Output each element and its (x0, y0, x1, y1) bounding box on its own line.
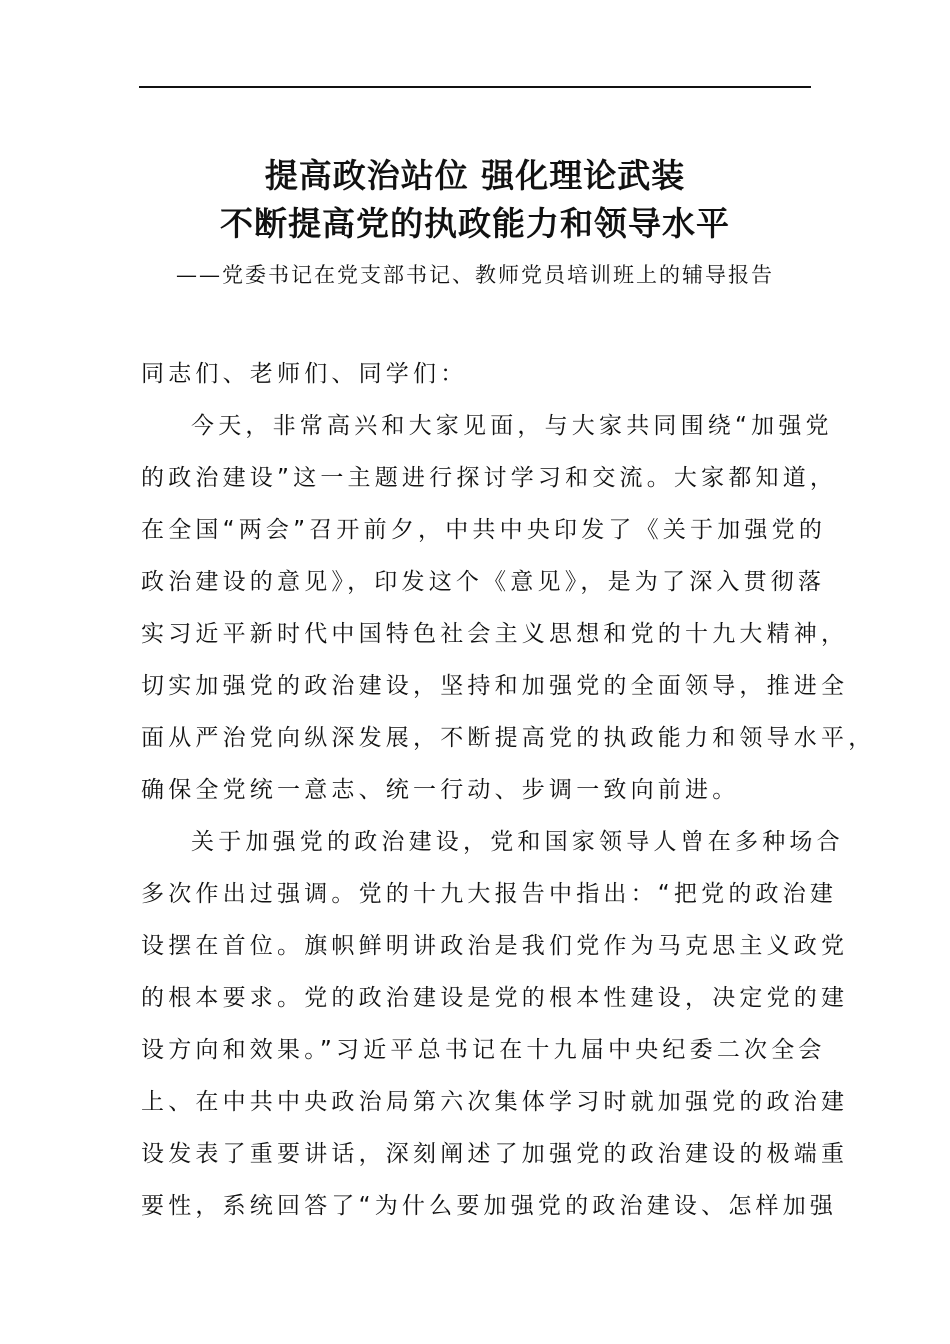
paragraph-line: 确保全党统一意志、统一行动、步调一致向前进。 (141, 777, 740, 803)
title-line-2: 不断提高党的执政能力和领导水平 (220, 204, 730, 243)
paragraph-line: 多次作出过强调。党的十九大报告中指出：“把党的政治建 (141, 881, 838, 907)
paragraph-line: 关于加强党的政治建设，党和国家领导人曾在多种场合 (191, 829, 844, 855)
paragraph-line: 要性，系统回答了“为什么要加强党的政治建设、怎样加强 (141, 1193, 838, 1219)
paragraph-line: 设方向和效果。”习近平总书记在十九届中央纪委二次全会 (141, 1037, 826, 1063)
subtitle: ——党委书记在党支部书记、教师党员培训班上的辅导报告 (176, 263, 774, 287)
paragraph-line: 设发表了重要讲话，深刻阐述了加强党的政治建设的极端重 (141, 1141, 849, 1167)
header-rule (139, 86, 811, 88)
paragraph-line: 政治建设的意见》，印发这个《意见》，是为了深入贯彻落 (141, 569, 826, 595)
paragraph-line: 上、在中共中央政治局第六次集体学习时就加强党的政治建 (141, 1089, 849, 1115)
salutation: 同志们、老师们、同学们： (141, 361, 468, 387)
paragraph-line: 的根本要求。党的政治建设是党的根本性建设，决定党的建 (141, 985, 849, 1011)
paragraph-line: 切实加强党的政治建设，坚持和加强党的全面领导，推进全 (141, 673, 849, 699)
title-line-1: 提高政治站位 强化理论武装 (264, 156, 686, 195)
paragraph-line: 实习近平新时代中国特色社会主义思想和党的十九大精神， (141, 621, 849, 647)
body-text (141, 348, 876, 1232)
paragraph-line: 今天，非常高兴和大家见面，与大家共同围绕“加强党 (191, 413, 833, 439)
paragraph-line: 在全国“两会”召开前夕，中共中央印发了《关于加强党的 (141, 517, 827, 543)
paragraph-line: 面从严治党向纵深发展，不断提高党的执政能力和领导水平， (141, 725, 876, 751)
paragraph-line: 设摆在首位。旗帜鲜明讲政治是我们党作为马克思主义政党 (141, 933, 849, 959)
paragraph-line: 的政治建设”这一主题进行探讨学习和交流。大家都知道， (141, 465, 838, 491)
